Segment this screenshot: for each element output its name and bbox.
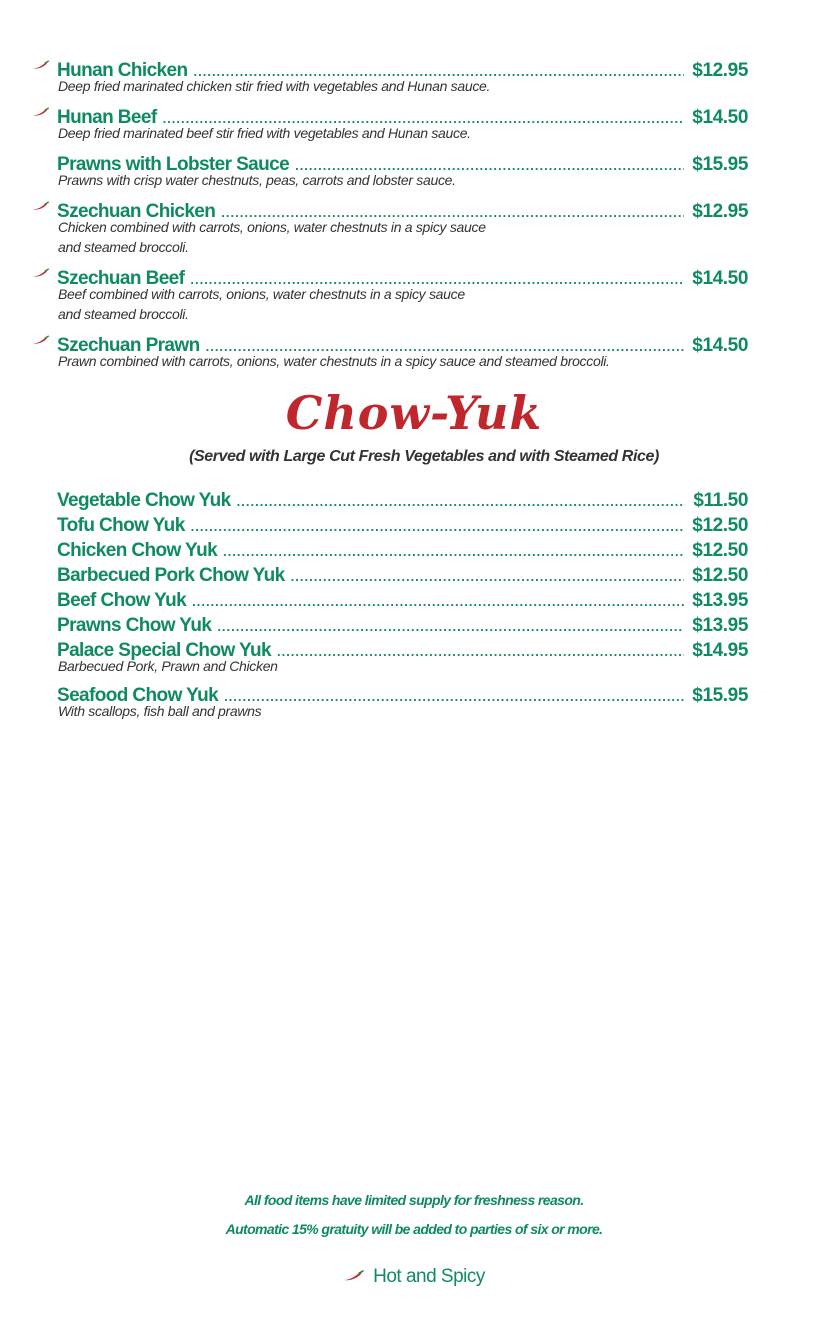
spicy-marker <box>30 52 57 76</box>
spicy-marker <box>30 677 57 701</box>
item-price: $12.95 <box>692 60 748 81</box>
menu-item <box>30 677 748 721</box>
item-description: Prawns with crisp water chestnuts, peas, carrots and lobster sauce. <box>58 172 456 188</box>
item-name: Prawns Chow Yuk <box>57 615 212 636</box>
chili-pepper-icon <box>32 267 50 278</box>
spicy-marker <box>30 327 57 351</box>
item-description: Prawn combined with carrots, onions, water chestnuts in a spicy sauce and steamed broccoli. <box>58 353 610 369</box>
chili-pepper-icon <box>32 200 50 211</box>
chili-pepper-icon <box>32 334 50 345</box>
item-price: $15.95 <box>692 685 748 706</box>
menu-item-row <box>30 557 748 586</box>
spicy-marker <box>30 99 57 123</box>
item-name: Tofu Chow Yuk <box>57 515 185 536</box>
menu-item-row <box>30 260 748 289</box>
item-price: $12.95 <box>692 201 748 222</box>
menu-item-row <box>30 507 748 536</box>
menu-item-row <box>30 193 748 222</box>
dot-leader <box>277 640 684 664</box>
spicy-marker <box>30 193 57 217</box>
menu-item <box>30 582 748 611</box>
item-price: $13.95 <box>692 615 748 636</box>
menu-item <box>30 52 748 96</box>
spicy-marker <box>30 146 57 170</box>
item-price: $13.95 <box>692 590 748 611</box>
item-price: $12.50 <box>692 565 748 586</box>
legend-label: Hot and Spicy <box>373 1266 485 1287</box>
spicy-marker <box>30 557 57 581</box>
freshness-note: All food items have limited supply for freshness reason. <box>244 1192 584 1208</box>
item-description: Deep fried marinated beef stir fried with vegetables and Hunan sauce. <box>58 125 471 141</box>
menu-item <box>30 507 748 536</box>
item-price: $11.50 <box>693 490 748 511</box>
menu-item <box>30 99 748 143</box>
item-description: Deep fried marinated chicken stir fried with vegetables and Hunan sauce. <box>58 78 491 94</box>
item-name: Seafood Chow Yuk <box>57 685 219 706</box>
item-description: Beef combined with carrots, onions, water chestnuts in a spicy sauce <box>58 286 465 302</box>
menu-item <box>30 327 748 371</box>
menu-item <box>30 532 748 561</box>
menu-item-row <box>30 677 748 706</box>
menu-item-row <box>30 146 748 175</box>
dot-leader <box>224 685 684 709</box>
menu-notes <box>0 1186 828 1244</box>
menu-item-row <box>30 99 748 128</box>
menu-item <box>30 193 748 257</box>
item-name: Chicken Chow Yuk <box>57 540 218 561</box>
item-name: Szechuan Prawn <box>57 335 200 356</box>
spicy-marker <box>30 582 57 606</box>
menu-item-row <box>30 532 748 561</box>
item-name: Vegetable Chow Yuk <box>57 490 231 511</box>
menu-item-row <box>30 632 748 661</box>
item-name: Hunan Chicken <box>57 60 188 81</box>
item-price: $15.95 <box>692 154 748 175</box>
chili-pepper-icon <box>32 106 50 117</box>
item-description: Barbecued Pork, Prawn and Chicken <box>58 658 278 674</box>
menu-item-row <box>30 582 748 611</box>
item-name: Prawns with Lobster Sauce <box>57 154 290 175</box>
item-price: $14.95 <box>692 640 748 661</box>
item-name: Palace Special Chow Yuk <box>57 640 271 661</box>
menu-item-row <box>30 607 748 636</box>
chow-yuk-section <box>30 482 748 722</box>
menu-item <box>30 557 748 586</box>
menu-item-row <box>30 52 748 81</box>
menu-item <box>30 607 748 636</box>
gratuity-note: Automatic 15% gratuity will be added to parties of six or more. <box>225 1221 603 1237</box>
menu-item <box>30 632 748 676</box>
item-name: Szechuan Beef <box>57 268 185 289</box>
item-price: $12.50 <box>692 515 748 536</box>
item-price: $14.50 <box>692 268 748 289</box>
chow-yuk-title: Chow-Yuk <box>285 386 543 440</box>
menu-item <box>30 260 748 324</box>
item-description: With scallops, fish ball and prawns <box>58 703 262 719</box>
item-name: Beef Chow Yuk <box>57 590 187 611</box>
item-name: Hunan Beef <box>57 107 157 128</box>
chili-pepper-icon <box>32 59 50 70</box>
chili-pepper-icon <box>343 1268 365 1286</box>
spicy-marker <box>30 607 57 631</box>
item-name: Barbecued Pork Chow Yuk <box>57 565 285 586</box>
item-description: Chicken combined with carrots, onions, water chestnuts in a spicy sauce <box>58 219 486 235</box>
item-price: $14.50 <box>692 107 748 128</box>
hot-dishes-section <box>30 52 748 374</box>
spicy-marker <box>30 507 57 531</box>
chow-yuk-subtitle: (Served with Large Cut Fresh Vegetables and with Steamed Rice) <box>189 448 659 465</box>
spicy-legend <box>0 1266 828 1288</box>
item-price: $14.50 <box>692 335 748 356</box>
menu-item-row <box>30 482 748 511</box>
item-price: $12.50 <box>692 540 748 561</box>
spicy-marker <box>30 260 57 284</box>
spicy-marker <box>30 482 57 506</box>
menu-item-row <box>30 327 748 356</box>
item-description: and steamed broccoli. <box>58 239 189 255</box>
item-name: Szechuan Chicken <box>57 201 216 222</box>
item-description: and steamed broccoli. <box>58 306 189 322</box>
menu-item <box>30 146 748 190</box>
spicy-marker <box>30 532 57 556</box>
menu-item <box>30 482 748 511</box>
spicy-marker <box>30 632 57 656</box>
